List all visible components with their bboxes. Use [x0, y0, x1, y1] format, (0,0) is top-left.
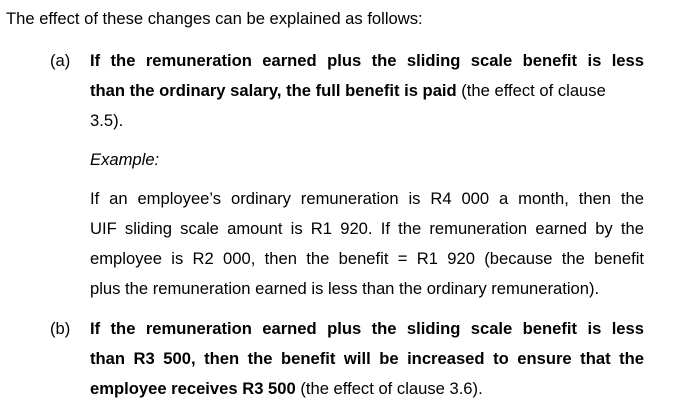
item-b-line-1: If the remuneration earned plus the sliding scale benefit is less: [90, 319, 644, 338]
example-line-1: If an employee’s ordinary remuneration is R4 000 a month, then the: [90, 189, 644, 208]
item-b-line-3: [90, 379, 483, 399]
example-line-4: plus the remuneration earned is less than the ordinary remuneration).: [90, 279, 600, 298]
item-a-line-2: [90, 81, 606, 101]
example-heading: Example:: [90, 150, 160, 169]
item-a-line-1: If the remuneration earned plus the sliding scale benefit is less: [90, 51, 644, 70]
intro-paragraph: The effect of these changes can be explained as follows:: [6, 9, 423, 28]
item-b-marker: (b): [50, 319, 71, 338]
example-line-2: UIF sliding scale amount is R1 920. If the remuneration earned by the: [90, 219, 644, 238]
item-b-line-2: than R3 500, then the benefit will be increased to ensure that the: [90, 349, 644, 368]
item-a-marker: (a): [50, 51, 71, 70]
item-b-line-3-rest: (the effect of clause 3.6).: [295, 379, 483, 398]
item-a-line-2-rest: (the effect of clause: [456, 81, 606, 100]
item-a-line-2-bold: than the ordinary salary, the full benefit is paid: [90, 81, 457, 100]
example-line-3: employee is R2 000, then the benefit = R1 920 (because the benefit: [90, 249, 644, 268]
item-a-line-3: 3.5).: [90, 111, 124, 130]
item-b-line-3-bold: employee receives R3 500: [90, 379, 296, 398]
